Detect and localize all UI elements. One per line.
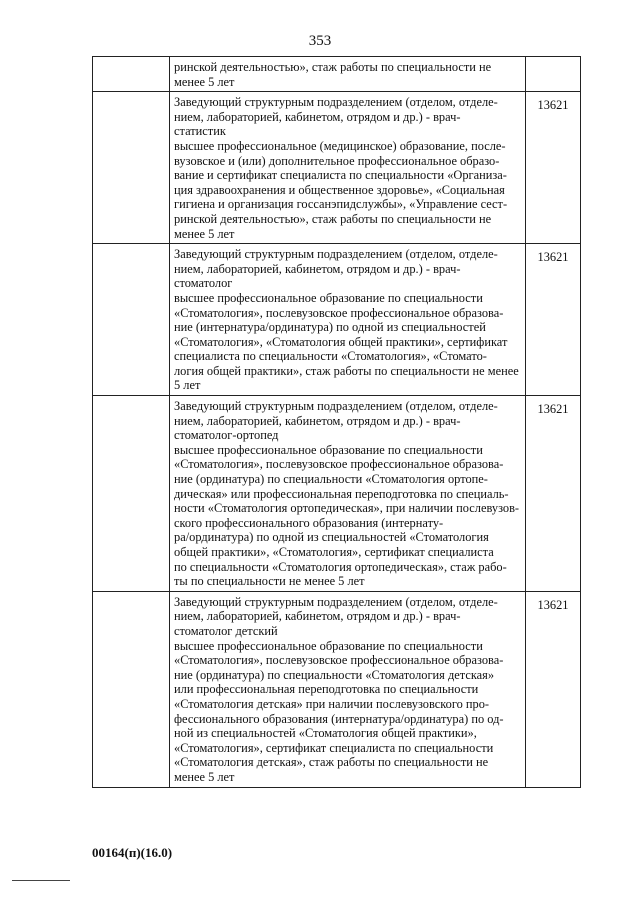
qualification-table [92, 56, 581, 788]
description-line: статистик [174, 124, 226, 139]
description-line: ние (ординатура) по специальности «Стоматология детская» [174, 667, 495, 682]
description-line: Заведующий структурным подразделением (отделом, отделе- [174, 247, 498, 262]
empty-cell [93, 92, 170, 244]
description-line: ра/ординатура) по одной из специальностей «Стоматология [174, 530, 489, 545]
description-line: высшее профессиональное образование по специальности [174, 638, 483, 653]
empty-cell [93, 396, 170, 592]
description-line: Заведующий структурным подразделением (отделом, отделе- [174, 399, 498, 414]
table-row [93, 396, 581, 592]
description-line: ние (ординатура) по специальности «Стоматология ортопе- [174, 472, 488, 487]
description-line: нием, лабораторией, кабинетом, отрядом и др.) - врач- [174, 261, 461, 276]
description-line: Заведующий структурным подразделением (отделом, отделе- [174, 594, 498, 609]
description-line: нием, лабораторией, кабинетом, отрядом и др.) - врач- [174, 109, 461, 124]
description-line: «Стоматология», сертификат специалиста по специальности [174, 740, 494, 755]
page-number: 353 [308, 33, 332, 49]
description-line: ция здравоохранения и общественное здоровье», «Социальная [174, 182, 505, 197]
description-line: логия общей практики», стаж работы по специальности не менее [174, 363, 519, 378]
position-code-cell [526, 57, 581, 92]
table-row [93, 244, 581, 396]
description-line: ринской деятельностью», стаж работы по специальности не [174, 211, 492, 226]
position-code-cell: 13621 [526, 92, 581, 244]
table-row [93, 57, 581, 92]
description-line: нием, лабораторией, кабинетом, отрядом и др.) - врач- [174, 413, 461, 428]
footer-divider [12, 880, 70, 881]
description-line: высшее профессиональное образование по специальности [174, 290, 483, 305]
position-description-cell [170, 591, 526, 787]
table-row [93, 92, 581, 244]
position-description-cell [170, 92, 526, 244]
description-line: специалиста по специальности «Стоматология», «Стомато- [174, 349, 487, 364]
description-line: ты по специальности не менее 5 лет [174, 574, 365, 589]
description-line: менее 5 лет [174, 769, 235, 784]
description-line: 5 лет [174, 378, 201, 393]
empty-cell [93, 591, 170, 787]
description-line: ной из специальностей «Стоматология общей практики», [174, 726, 477, 741]
table-row [93, 591, 581, 787]
description-line: стоматолог детский [174, 623, 278, 638]
description-line: ского профессионального образования (интернату- [174, 515, 444, 530]
description-line: высшее профессиональное образование по специальности [174, 442, 483, 457]
empty-cell [93, 244, 170, 396]
description-line: вание и сертификат специалиста по специальности «Организа- [174, 168, 507, 183]
table-body [93, 57, 581, 788]
description-line: фессионального образования (интернатура/ординатура) по од- [174, 711, 504, 726]
description-line: Заведующий структурным подразделением (отделом, отделе- [174, 95, 498, 110]
description-line: гигиена и организация госсанэпидслужбы», «Управление сест- [174, 197, 508, 212]
description-line: «Стоматология детская», стаж работы по специальности не [174, 755, 489, 770]
description-line: менее 5 лет [174, 74, 235, 89]
description-line: дическая» или профессиональная переподготовка по специаль- [174, 486, 509, 501]
position-description-cell [170, 396, 526, 592]
position-description-cell [170, 244, 526, 396]
description-line: менее 5 лет [174, 226, 235, 241]
position-description-cell [170, 57, 526, 92]
description-line: «Стоматология», «Стоматология общей практики», сертификат [174, 334, 508, 349]
description-line: «Стоматология детская» при наличии послевузовского про- [174, 696, 490, 711]
description-line: ности «Стоматология ортопедическая», при наличии послевузов- [174, 501, 520, 516]
description-line: нием, лабораторией, кабинетом, отрядом и др.) - врач- [174, 609, 461, 624]
description-line: «Стоматология», послевузовское профессиональное образова- [174, 653, 504, 668]
description-line: ние (интернатура/ординатура) по одной из специальностей [174, 320, 486, 335]
description-line: по специальности «Стоматология ортопедическая», стаж рабо- [174, 559, 507, 574]
description-line: вузовское и (или) дополнительное профессиональное образо- [174, 153, 500, 168]
description-line: или профессиональная переподготовка по специальности [174, 682, 479, 697]
position-code-cell: 13621 [526, 591, 581, 787]
description-line: общей практики», «Стоматология», сертификат специалиста [174, 545, 494, 559]
description-line: «Стоматология», послевузовское профессиональное образова- [174, 305, 504, 320]
description-line: «Стоматология», послевузовское профессиональное образова- [174, 457, 504, 472]
description-line: высшее профессиональное (медицинское) образование, после- [174, 138, 506, 153]
description-line: стоматолог-ортопед [174, 428, 279, 443]
position-code-cell: 13621 [526, 396, 581, 592]
description-line: ринской деятельностью», стаж работы по специальности не [174, 60, 492, 74]
position-code-cell: 13621 [526, 244, 581, 396]
description-line: стоматолог [174, 276, 233, 291]
document-code: 00164(п)(16.0) [92, 845, 173, 860]
empty-cell [93, 57, 170, 92]
